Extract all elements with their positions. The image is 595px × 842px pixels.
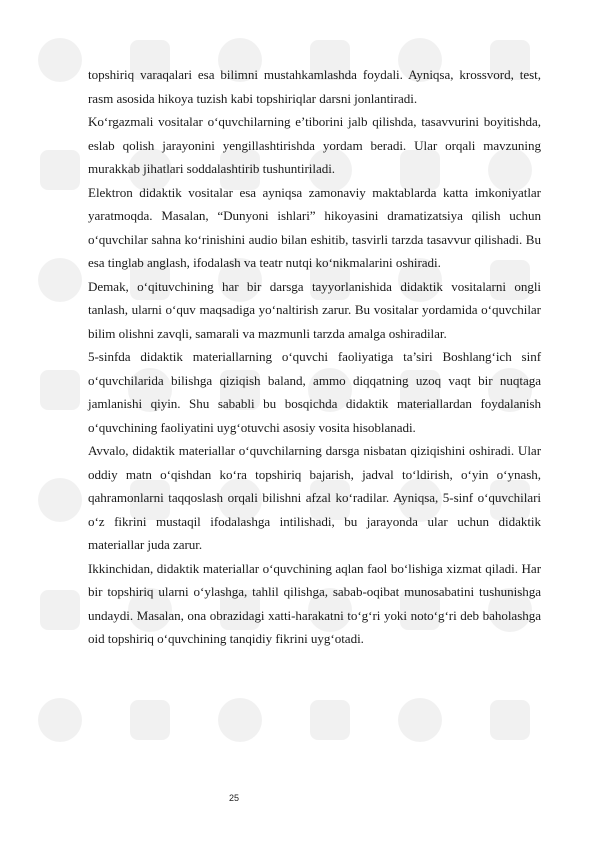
paragraph-firstly: Avvalo, didaktik materiallar o‘quvchilarning darsga nisbatan qiziqishini oshiradi. Ular oddiy matn o‘qishdan ko‘ra topshiriq bajarish, jadval to‘ldirish, o‘yin o‘ynash, qahramonlarni taqqoslash orqali bilishni afzal ko‘radilar. Ayniqsa, 5-sinf o‘quvchilari o‘z fikrini mustaqil ifodalashga intilishadi, bu jarayonda ular uchun didaktik materiallar juda zarur. xyxy=(88,443,541,552)
paragraph-electronic-tools: Elektron didaktik vositalar esa ayniqsa zamonaviy maktablarda katta imkoniyatlar yaratmoqda. Masalan, “Dunyoni ishlari” hikoyasini dramatizatsiya qilish uchun o‘quvchilar sahna ko‘rinishini audio bilan eshitib, tasvirli tarzda tasavvur qilishadi. Bu esa tinglab anglash, ifodalash va teatr nutqi ko‘nikmalarini oshiradi. xyxy=(88,184,541,270)
page-body xyxy=(88,63,541,651)
paragraph-grade5-influence: 5-sinfda didaktik materiallarning o‘quvchi faoliyatiga ta’siri Boshlang‘ich sinf o‘quvchilarida bilishga qiziqish baland, ammo diqqatning uzoq vaqt bir nuqtaga jamlanishi qiyin. Shu sababli bu bosqichda didaktik materiallardan foydalanish o‘quvchining faoliyatini uyg‘otuvchi asosiy vosita hisoblanadi. xyxy=(88,349,541,435)
paragraph-secondly: Ikkinchidan, didaktik materiallar o‘quvchining aqlan faol bo‘lishiga xizmat qiladi. Har bir topshiriq ularni o‘ylashga, tahlil qilishga, sabab-oqibat munosabatini tushunishga undaydi. Masalan, ona obrazidagi xatti-harakatni to‘g‘ri yoki noto‘g‘ri deb baholashga oid topshiriq o‘quvchining tanqidiy fikrini uyg‘otadi. xyxy=(88,560,541,646)
page-number: 25 xyxy=(229,793,240,803)
paragraph-visual-aids: Ko‘rgazmali vositalar o‘quvchilarning e’tiborini jalb qilishda, tasavvurini boyitishda, eslab qolish jarayonini yengillashtirishda yordam beradi. Ular orqali mavzuning murakkab jihatlari soddalashtirib tushuntiriladi. xyxy=(88,114,541,176)
paragraph-worksheets: topshiriq varaqalari esa bilimni mustahkamlashda foydali. Ayniqsa, krossvord, test, rasm asosida hikoya tuzish kabi topshiriqlar darsni jonlantiradi. xyxy=(88,67,541,106)
paragraph-conclusion: Demak, o‘qituvchining har bir darsga tayyorlanishida didaktik vositalarni ongli tanlash, ularni o‘quv maqsadiga yo‘naltirish zarur. Bu vositalar yordamida o‘quvchilar bilim olishni zavqli, samarali va mazmunli tarzda amalga oshiradilar. xyxy=(88,278,541,341)
